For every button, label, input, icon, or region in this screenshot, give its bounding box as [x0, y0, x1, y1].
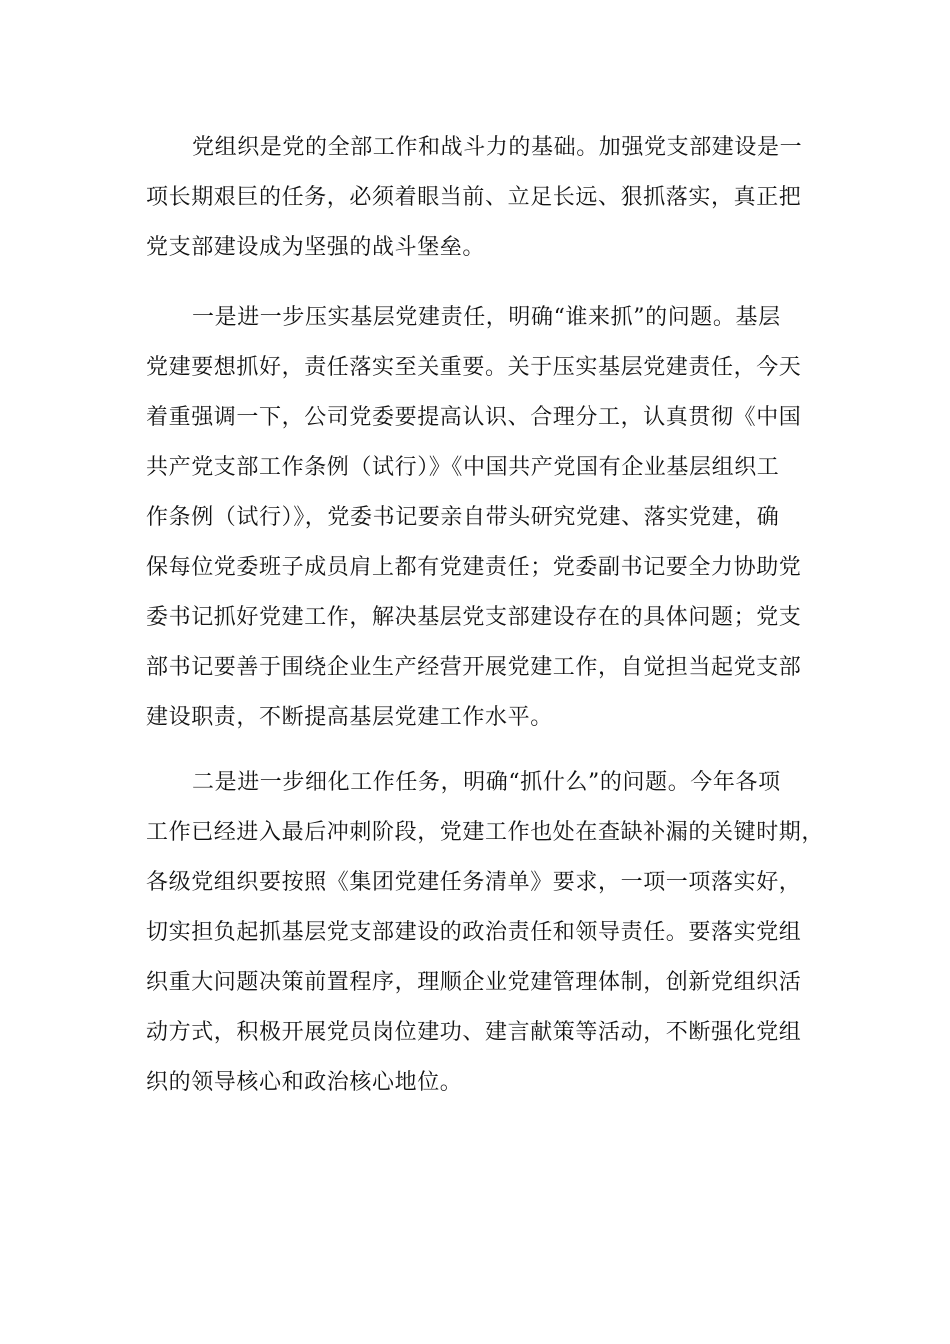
- paragraph-1-line-3: 党支部建设成为坚强的战斗堡垒。: [146, 235, 486, 260]
- paragraph-2-line-2: 党建要想抓好，责任落实至关重要。关于压实基层党建责任，今天: [146, 355, 802, 380]
- paragraph-3-line-6: 动方式，积极开展党员岗位建功、建言献策等活动，不断强化党组: [146, 1020, 802, 1045]
- paragraph-2-line-9: 建设职责，不断提高基层党建工作水平。: [146, 705, 553, 730]
- paragraph-2-line-7: 委书记抓好党建工作，解决基层党支部建设存在的具体问题；党支: [146, 605, 802, 630]
- paragraph-3-line-1: 二是进一步细化工作任务，明确“抓什么”的问题。今年各项: [192, 770, 781, 795]
- paragraph-2-line-1: 一是进一步压实基层党建责任，明确“谁来抓”的问题。基层: [192, 305, 781, 330]
- paragraph-3-line-5: 织重大问题决策前置程序，理顺企业党建管理体制，创新党组织活: [146, 970, 802, 995]
- paragraph-3-line-2: 工作已经进入最后冲刺阶段，党建工作也处在查缺补漏的关键时期，: [146, 820, 825, 845]
- paragraph-1-line-2: 项长期艰巨的任务，必须着眼当前、立足长远、狠抓落实，真正把: [146, 185, 802, 210]
- paragraph-2-line-6: 保每位党委班子成员肩上都有党建责任；党委副书记要全力协助党: [146, 555, 802, 580]
- paragraph-3-line-4: 切实担负起抓基层党支部建设的政治责任和领导责任。要落实党组: [146, 920, 802, 945]
- paragraph-3-line-3: 各级党组织要按照《集团党建任务清单》要求，一项一项落实好，: [146, 870, 802, 895]
- paragraph-2-line-3: 着重强调一下，公司党委要提高认识、合理分工，认真贯彻《中国: [146, 405, 802, 430]
- paragraph-2-line-5: 作条例（试行）》，党委书记要亲自带头研究党建、落实党建，确: [146, 505, 780, 530]
- paragraph-2-line-4: 共产党支部工作条例（试行）》《中国共产党国有企业基层组织工: [146, 455, 780, 480]
- paragraph-3-line-7: 织的领导核心和政治核心地位。: [146, 1070, 463, 1095]
- paragraph-1-line-1: 党组织是党的全部工作和战斗力的基础。加强党支部建设是一: [192, 135, 803, 160]
- paragraph-2-line-8: 部书记要善于围绕企业生产经营开展党建工作，自觉担当起党支部: [146, 655, 802, 680]
